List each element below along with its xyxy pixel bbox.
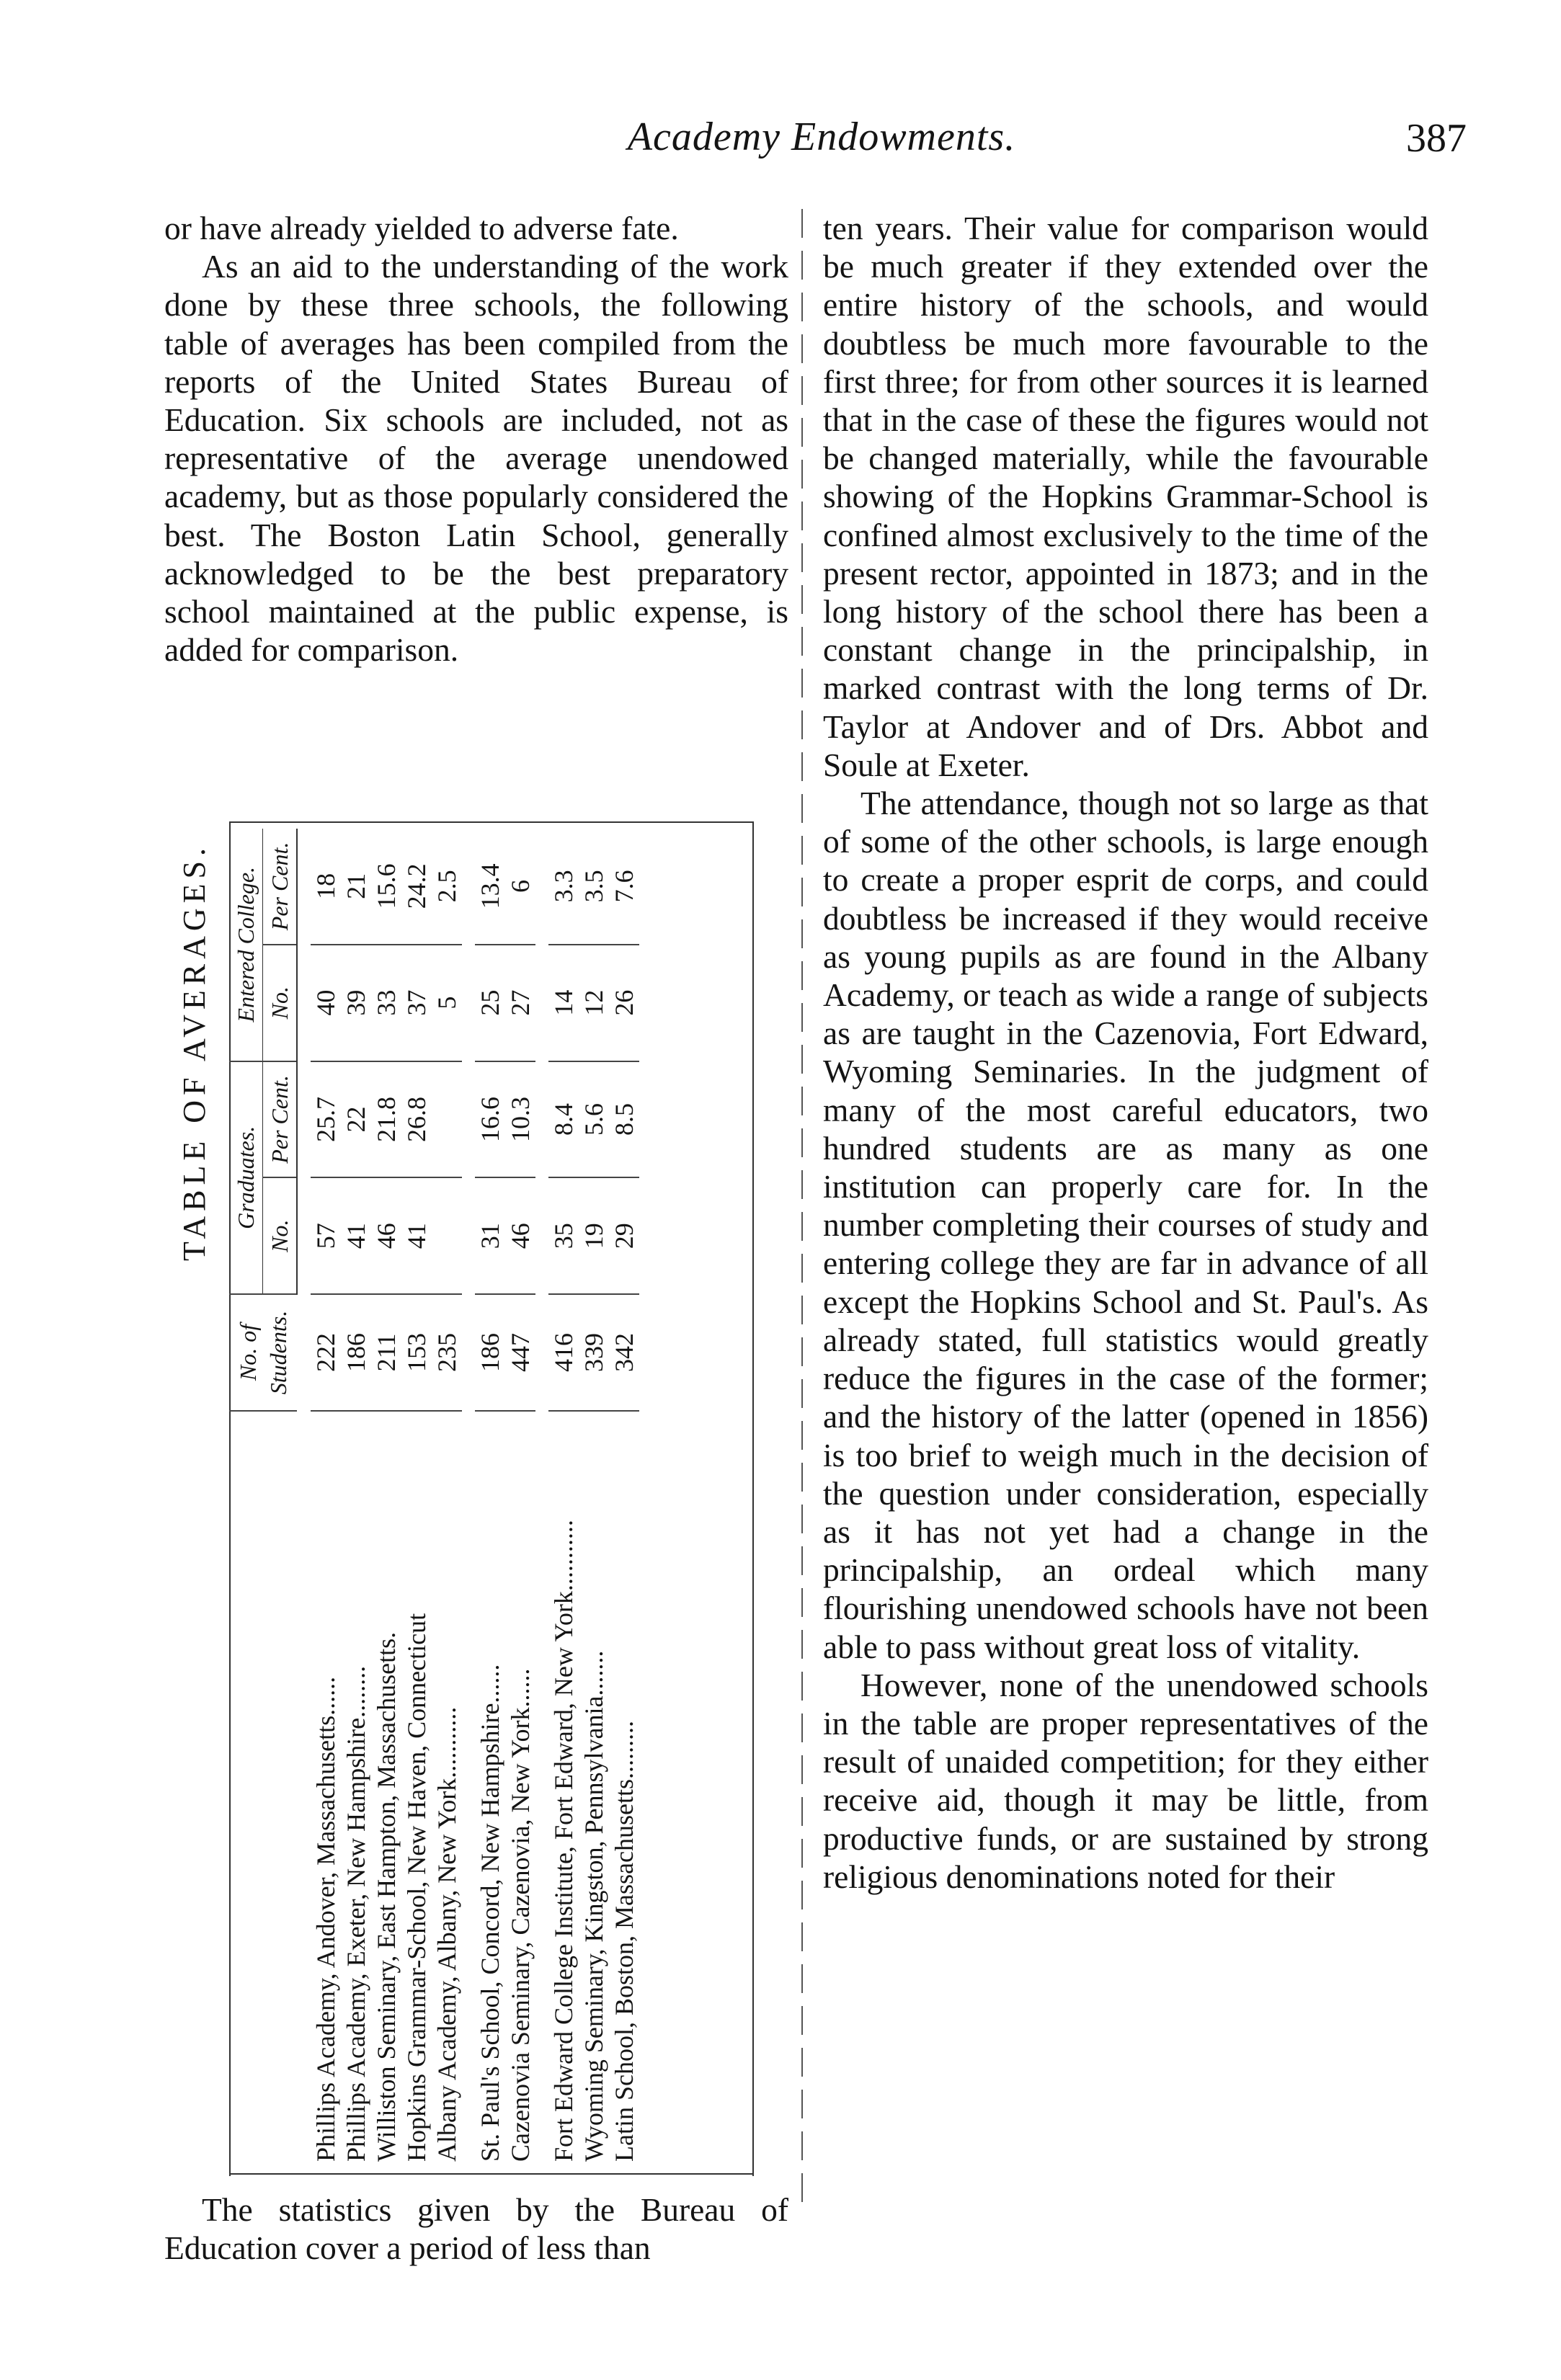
table-rule-top: [229, 821, 754, 823]
page-number: 387: [1406, 116, 1467, 161]
students-cell: 235: [432, 1294, 462, 1411]
table-row: [432, 829, 462, 2169]
table-row: [609, 829, 639, 2169]
school-name: Hopkins Grammar-School, New Haven, Connecticut: [402, 1613, 431, 2162]
left-paragraph-2: As an aid to the understanding of the work done by these three schools, the following table of averages has been compiled from the reports of the United States Bureau of Education. Six schools are included, not as representative of the average unendowed academy, but as those popularly considered the best. The Boston Latin School, generally acknowledged to be the best preparatory school maintained at the public expense, is added for comparison.: [164, 248, 788, 669]
graduates-pct-cell: 8.5: [609, 1061, 639, 1178]
left-paragraph-3: The statistics given by the Bureau of Education cover a period of less than: [164, 2191, 788, 2267]
graduates-pct-cell: 26.8: [401, 1061, 432, 1178]
header-graduates-per-cent: Per Cent.: [263, 1061, 298, 1178]
students-cell: 339: [579, 1294, 609, 1411]
school-name: St. Paul's School, Concord, New Hampshire......: [476, 1664, 504, 2162]
header-school: [229, 1411, 297, 2169]
school-name: Latin School, Boston, Massachusetts.........: [610, 1721, 639, 2162]
college-pct-cell: 3.5: [579, 829, 609, 945]
college-pct-cell: 13.4: [475, 829, 505, 945]
table-row: [548, 829, 579, 2169]
school-name: Williston Seminary, East Hampton, Massachusetts.: [372, 1631, 401, 2162]
graduates-pct-cell: 10.3: [505, 1061, 535, 1178]
header-entered-college: Entered College.: [229, 829, 263, 1061]
table-title: TABLE OF AVERAGES.: [177, 842, 212, 1262]
students-cell: 222: [311, 1294, 341, 1411]
table-row: [371, 829, 401, 2169]
graduates-pct-cell: 21.8: [371, 1061, 401, 1178]
table-row: [475, 829, 505, 2169]
header-students: No. of Students.: [229, 1294, 297, 1411]
college-no-cell: 40: [311, 945, 341, 1061]
college-no-cell: 33: [371, 945, 401, 1061]
right-paragraph-2: The attendance, though not so large as that of some of the other schools, is large enough to create a proper esprit de corps, and could doubtless be increased if they would receive as young pupils as are found in the Albany Academy, or teach as wide a range of subjects as are taught in the Cazenovia, Fort Edward, Wyoming Seminaries. In the judgment of many of the most careful educators, two hundred students are as many as one institution can properly care for. In the number completing their courses of study and entering college they are far in advance of all except the Hopkins School and St. Paul's. As already stated, full statistics would greatly reduce the figures in the case of the former; and the history of the latter (opened in 1856) is too brief to weigh much in the decision of the question under consideration, especially as it has not yet had a change in the principalship, an ordeal which many flourishing unendowed schools have not been able to pass without great loss of vitality.: [823, 785, 1428, 1665]
graduates-pct-cell: 25.7: [311, 1061, 341, 1178]
college-pct-cell: 7.6: [609, 829, 639, 945]
graduates-no-cell: 31: [475, 1177, 505, 1294]
table-rule-bottom: [229, 2173, 754, 2175]
college-no-cell: 39: [341, 945, 371, 1061]
graduates-no-cell: 57: [311, 1177, 341, 1294]
students-cell: 447: [505, 1294, 535, 1411]
students-cell: 186: [341, 1294, 371, 1411]
table-row: [579, 829, 609, 2169]
students-cell: 186: [475, 1294, 505, 1411]
college-pct-cell: 2.5: [432, 829, 462, 945]
college-no-cell: 25: [475, 945, 505, 1061]
graduates-pct-cell: 5.6: [579, 1061, 609, 1178]
graduates-pct-cell: 8.4: [548, 1061, 579, 1178]
header-college-no: No.: [263, 945, 298, 1061]
school-name: Fort Edward College Institute, Fort Edward, New York...........: [549, 1520, 578, 2162]
college-no-cell: 12: [579, 945, 609, 1061]
college-no-cell: 14: [548, 945, 579, 1061]
header-college-per-cent: Per Cent.: [263, 829, 298, 945]
graduates-no-cell: 19: [579, 1177, 609, 1294]
college-no-cell: 27: [505, 945, 535, 1061]
graduates-no-cell: 41: [341, 1177, 371, 1294]
college-pct-cell: 15.6: [371, 829, 401, 945]
graduates-pct-cell: 22: [341, 1061, 371, 1178]
graduates-pct-cell: [432, 1061, 462, 1178]
table-row: [341, 829, 371, 2169]
school-name: Albany Academy, Albany, New York...........: [432, 1706, 461, 2162]
left-paragraph-1: or have already yielded to adverse fate.: [164, 210, 679, 246]
averages-table: [229, 829, 639, 2169]
college-pct-cell: 24.2: [401, 829, 432, 945]
left-column-bottom: [164, 2190, 788, 2267]
right-column: [823, 209, 1428, 1896]
college-pct-cell: 3.3: [548, 829, 579, 945]
school-name: Phillips Academy, Andover, Massachusetts......: [311, 1676, 340, 2162]
school-name: Wyoming Seminary, Kingston, Pennsylvania.......: [579, 1650, 608, 2162]
college-pct-cell: 18: [311, 829, 341, 945]
students-cell: 211: [371, 1294, 401, 1411]
header-graduates-no: No.: [263, 1177, 298, 1294]
students-cell: 416: [548, 1294, 579, 1411]
graduates-no-cell: [432, 1177, 462, 1294]
right-paragraph-3: However, none of the unendowed schools in the table are proper representatives of the result of unaided competition; for they either receive aid, though it may be little, from productive funds, or are sustained by strong religious denominations noted for their: [823, 1666, 1428, 1895]
graduates-no-cell: 46: [505, 1177, 535, 1294]
column-divider: [801, 209, 803, 2212]
school-name: Cazenovia Seminary, Cazenovia, New York......: [506, 1668, 535, 2162]
graduates-no-cell: 41: [401, 1177, 432, 1294]
students-cell: 153: [401, 1294, 432, 1411]
table-row: [401, 829, 432, 2169]
left-column: [164, 209, 788, 669]
graduates-no-cell: 29: [609, 1177, 639, 1294]
right-paragraph-1: ten years. Their value for comparison would be much greater if they extended over the entire history of the schools, and would doubtless be much more favourable to the first three; for from other sources it is learned that in the case of these the figures would not be changed materially, while the favourable showing of the Hopkins Grammar-School is confined almost exclusively to the time of the present rector, appointed in 1873; and in the long history of the school there has been a constant change in the principalship, in marked contrast with the long terms of Dr. Taylor at Andover and of Drs. Abbot and Soule at Exeter.: [823, 210, 1428, 783]
graduates-pct-cell: 16.6: [475, 1061, 505, 1178]
college-no-cell: 37: [401, 945, 432, 1061]
graduates-no-cell: 35: [548, 1177, 579, 1294]
students-cell: 342: [609, 1294, 639, 1411]
school-name: Phillips Academy, Exeter, New Hampshire........: [342, 1665, 370, 2162]
college-no-cell: 5: [432, 945, 462, 1061]
graduates-no-cell: 46: [371, 1177, 401, 1294]
table-row: [311, 829, 341, 2169]
table-rule-right: [752, 821, 754, 2176]
running-head: Academy Endowments.: [627, 115, 1016, 159]
header-graduates: Graduates.: [229, 1061, 263, 1295]
college-no-cell: 26: [609, 945, 639, 1061]
college-pct-cell: 21: [341, 829, 371, 945]
table-row: [505, 829, 535, 2169]
college-pct-cell: 6: [505, 829, 535, 945]
